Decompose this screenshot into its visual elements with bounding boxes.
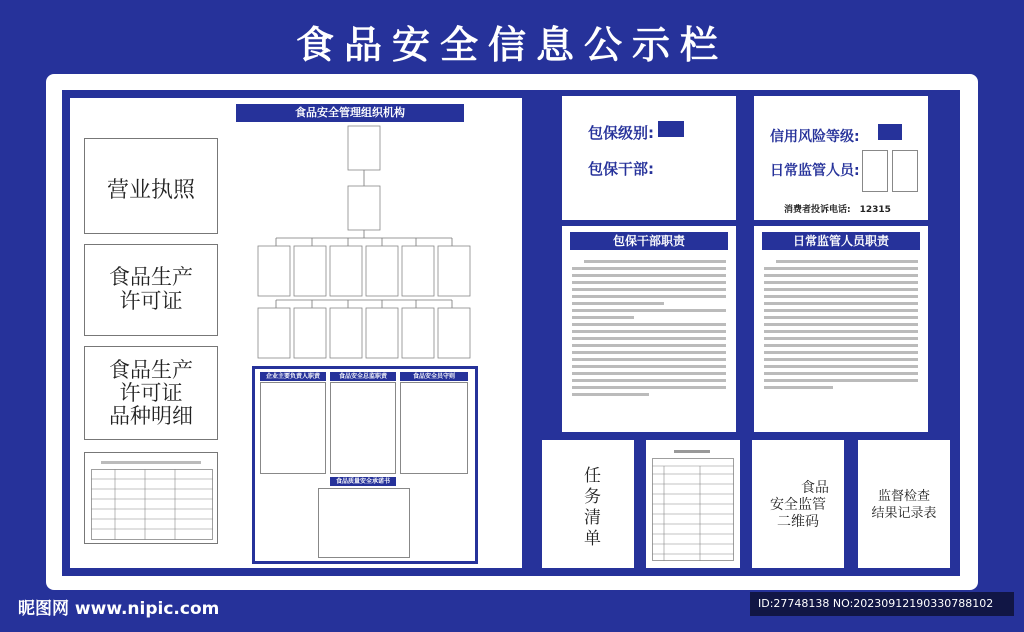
task-list-card — [542, 440, 634, 568]
product-detail-table-card — [84, 452, 218, 544]
qr-line-3: 二维码 — [777, 514, 819, 530]
supervisor-duty-card — [754, 226, 928, 432]
record-table-graphic — [652, 458, 734, 562]
product-detail-line-3: 品种明细 — [109, 404, 193, 428]
table-caption-bar — [101, 461, 201, 464]
record-caption-bar — [674, 450, 710, 453]
supervisor-duty-text-lines — [764, 256, 918, 393]
cadre-level-swatch — [658, 121, 684, 137]
product-detail-card — [84, 346, 218, 440]
production-license-card — [84, 244, 218, 336]
cadre-info-card — [562, 96, 736, 220]
supervisor-photo-2 — [892, 150, 918, 192]
qr-code-card — [752, 440, 844, 568]
business-license-label: 营业执照 — [106, 178, 195, 203]
cadre-duty-title: 包保干部职责 — [570, 232, 728, 250]
inspection-line-1: 监督检查 — [877, 489, 930, 504]
cadre-duty-card — [562, 226, 736, 432]
supervisor-duty-title: 日常监管人员职责 — [762, 232, 920, 250]
watermark-site: 昵图网 www.nipic.com — [18, 599, 220, 619]
duty-box-officer — [400, 382, 468, 474]
commitment-box — [318, 488, 410, 558]
watermark-id-box — [750, 592, 1014, 616]
product-detail-line-1: 食品生产 — [109, 358, 193, 382]
production-license-line-2: 许可证 — [119, 289, 183, 313]
commitment-label: 食品质量安全承诺书 — [330, 477, 396, 486]
product-detail-line-2: 许可证 — [119, 381, 183, 405]
cadre-duty-text-lines — [572, 256, 726, 400]
inspection-record-card — [646, 440, 740, 568]
duty-box-director — [330, 382, 396, 474]
duty-label-director: 食品安全总监职责 — [330, 372, 396, 381]
hotline-text: 消费者投诉电话: 12315 — [784, 205, 891, 215]
production-license-line-1: 食品生产 — [109, 265, 193, 289]
supervisor-label: 日常监管人员: — [770, 163, 860, 179]
watermark-id-text: ID:27748138 NO:20230912190330788102 — [758, 597, 994, 610]
inspection-line-2: 结果记录表 — [871, 506, 937, 521]
cadre-level-label: 包保级别: — [588, 124, 654, 142]
org-chart-graphic — [254, 124, 484, 364]
qr-line-2: 安全监管 — [770, 497, 826, 513]
org-chart-title: 食品安全管理组织机构 — [236, 104, 464, 122]
duty-box-owner — [260, 382, 326, 474]
risk-info-card — [754, 96, 928, 220]
supervisor-photo-1 — [862, 150, 888, 192]
page-title: 食品安全信息公示栏 — [295, 23, 728, 67]
risk-level-swatch — [878, 124, 902, 140]
business-license-card — [84, 138, 218, 234]
duty-label-owner: 企业主要负责人职责 — [260, 372, 326, 381]
task-list-label: 任务清单 — [580, 466, 600, 550]
risk-level-label: 信用风险等级: — [770, 129, 860, 145]
cadre-name-label: 包保干部: — [588, 160, 654, 178]
duty-label-officer: 食品安全员守则 — [400, 372, 468, 381]
blank-table-graphic — [91, 469, 213, 541]
qr-line-1: 食品 — [801, 480, 829, 496]
inspection-result-card — [858, 440, 950, 568]
